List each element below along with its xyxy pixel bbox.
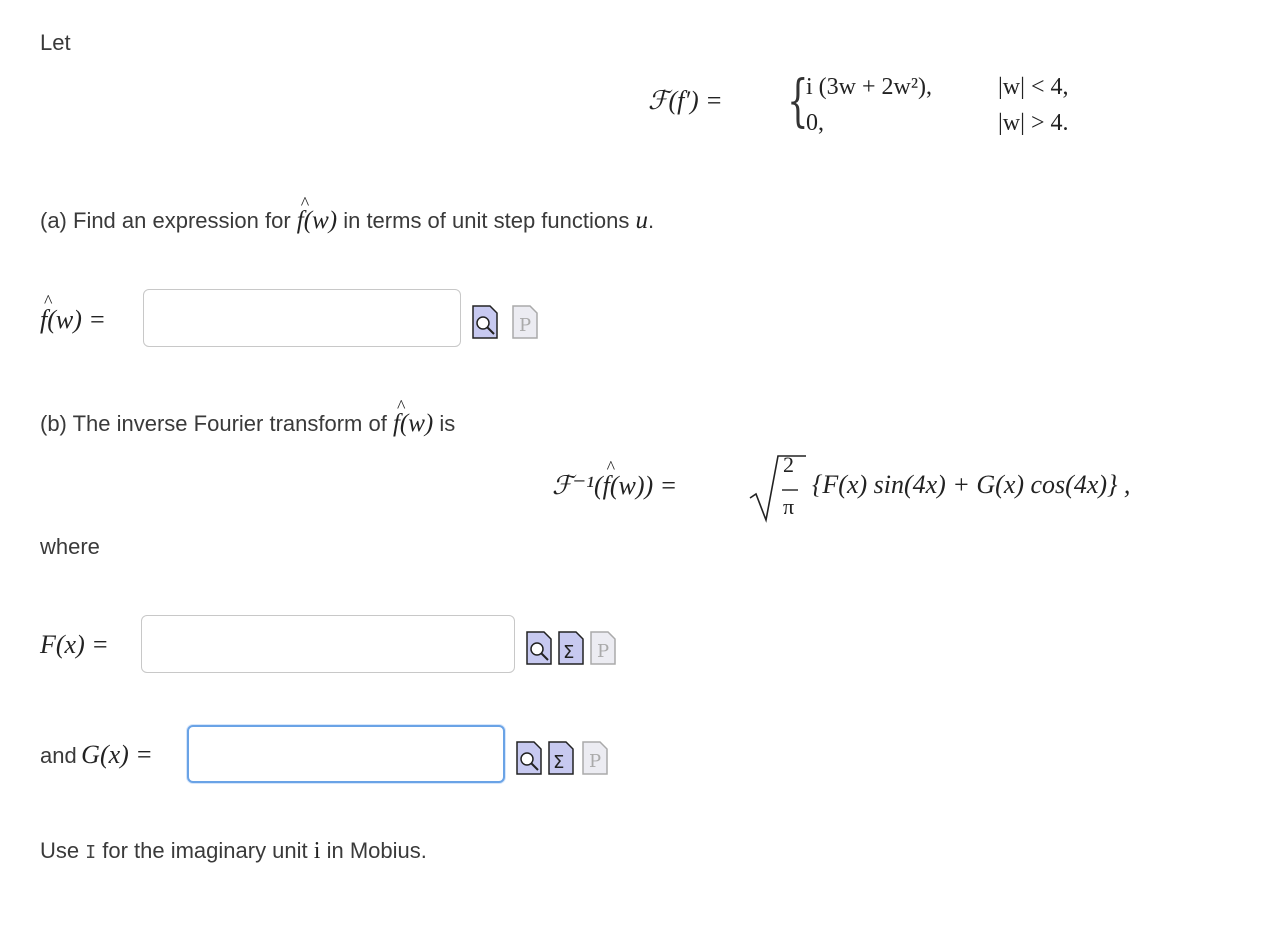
footer-use: Use (40, 838, 80, 863)
part-b-prompt-arg: (w) (399, 410, 434, 437)
equation-editor-icon[interactable] (558, 631, 584, 665)
part-a-answer-label (40, 304, 106, 335)
part-b-prompt-suffix: is (439, 411, 456, 436)
given-case1-expr: i (3w + 2w²), (806, 74, 933, 100)
given-case2-cond: |w| > 4. (998, 110, 1069, 136)
inverse-lhs-arg: (w)) = (609, 471, 678, 500)
fraction-numerator: 2 (783, 452, 794, 477)
inverse-lhs-fhat: ^ f (603, 471, 610, 501)
G-answer-input[interactable] (187, 725, 505, 783)
svg-text:Σ: Σ (553, 752, 565, 773)
equation-editor-icon[interactable] (548, 741, 574, 775)
part-a-prompt-end: . (647, 208, 655, 233)
part-b-prompt (40, 410, 455, 438)
piecewise-brace: { (787, 69, 809, 134)
given-lhs: ℱ(f′) = (648, 86, 723, 115)
footer-rest: for the imaginary unit (102, 838, 308, 863)
plain-text-icon[interactable] (512, 305, 538, 339)
svg-text:P: P (589, 751, 602, 772)
F-answer-label: F(x) = (40, 630, 109, 659)
F-answer-input[interactable] (141, 615, 515, 673)
part-a-prompt (40, 207, 654, 235)
footer-i: i (313, 838, 321, 864)
part-a-prompt-var: u (635, 207, 648, 234)
inverse-formula-lhs (552, 470, 677, 501)
svg-text:Σ: Σ (563, 642, 575, 663)
given-case1-cond: |w| < 4, (998, 74, 1069, 100)
given-case2-expr: 0, (806, 110, 824, 136)
part-a-label-rest: (w) = (47, 305, 106, 334)
part-a-label-fhat: ^ f (40, 305, 47, 335)
footer-code: I (85, 842, 97, 863)
intro-let: Let (40, 30, 71, 55)
plain-text-icon[interactable] (582, 741, 608, 775)
preview-icon[interactable] (526, 631, 552, 665)
svg-text:P: P (519, 315, 532, 336)
sqrt-symbol (748, 452, 808, 524)
where-label: where (40, 534, 100, 559)
part-a-prompt-arg: (w) (303, 207, 338, 234)
part-b-prompt-prefix: (b) The inverse Fourier transform of (40, 411, 387, 436)
fraction-denominator: π (783, 494, 795, 519)
inverse-formula-rhs: {F(x) sin(4x) + G(x) cos(4x)} , (812, 470, 1131, 499)
footer-note (40, 838, 427, 865)
G-answer-label (40, 740, 153, 770)
G-label-math: G(x) = (81, 740, 153, 769)
preview-icon[interactable] (516, 741, 542, 775)
plain-text-icon[interactable] (590, 631, 616, 665)
G-label-prefix: and (40, 743, 77, 768)
inverse-lhs-op: ℱ⁻¹( (552, 471, 603, 500)
part-a-prompt-fhat: ^ f (297, 207, 304, 235)
preview-icon[interactable] (472, 305, 498, 339)
part-a-prompt-prefix: (a) Find an expression for (40, 208, 291, 233)
part-b-prompt-fhat: ^ f (393, 410, 400, 438)
svg-text:P: P (597, 641, 610, 662)
fhat-answer-input[interactable] (143, 289, 461, 347)
footer-end: in Mobius. (326, 838, 427, 863)
part-a-prompt-suffix: in terms of unit step functions (343, 208, 630, 233)
